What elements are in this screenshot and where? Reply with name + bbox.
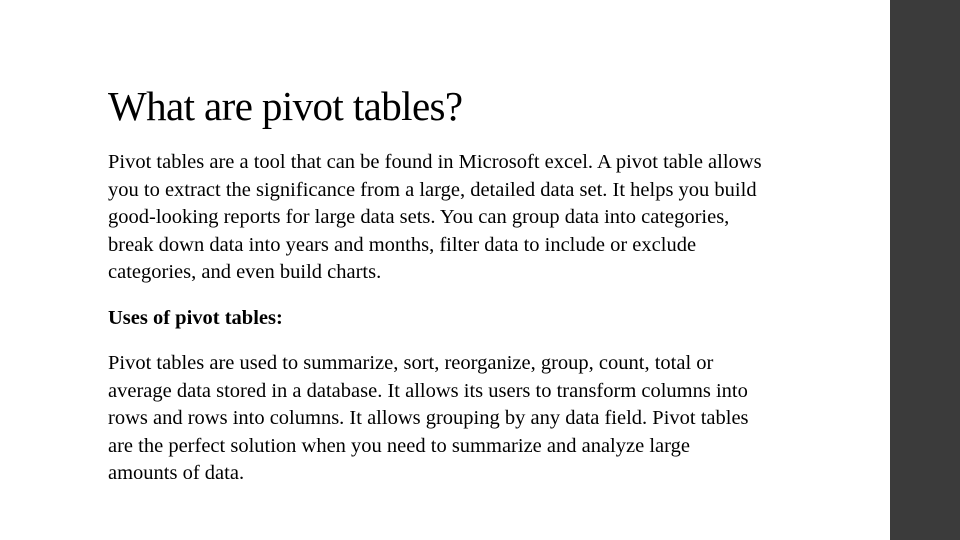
slide-title: What are pivot tables? (108, 83, 463, 129)
side-accent-bar (890, 0, 960, 540)
slide-content (108, 83, 788, 488)
uses-paragraph: Pivot tables are used to summarize, sort, reorganize, group, count, total or average data stored in a database. It allows its users to transform columns into rows and rows into columns. It allows grouping by any data field. Pivot tables are the perfect solution when you need to summarize and analyze large amounts of data. (108, 352, 749, 484)
uses-heading: Uses of pivot tables: (108, 306, 283, 329)
intro-paragraph: Pivot tables are a tool that can be found in Microsoft excel. A pivot table allows you to extract the significance from a large, detailed data set. It helps you build good-looking reports for large data sets. You can group data into categories, break down data into years and months, filter data to include or exclude categories, and even build charts. (108, 151, 762, 283)
